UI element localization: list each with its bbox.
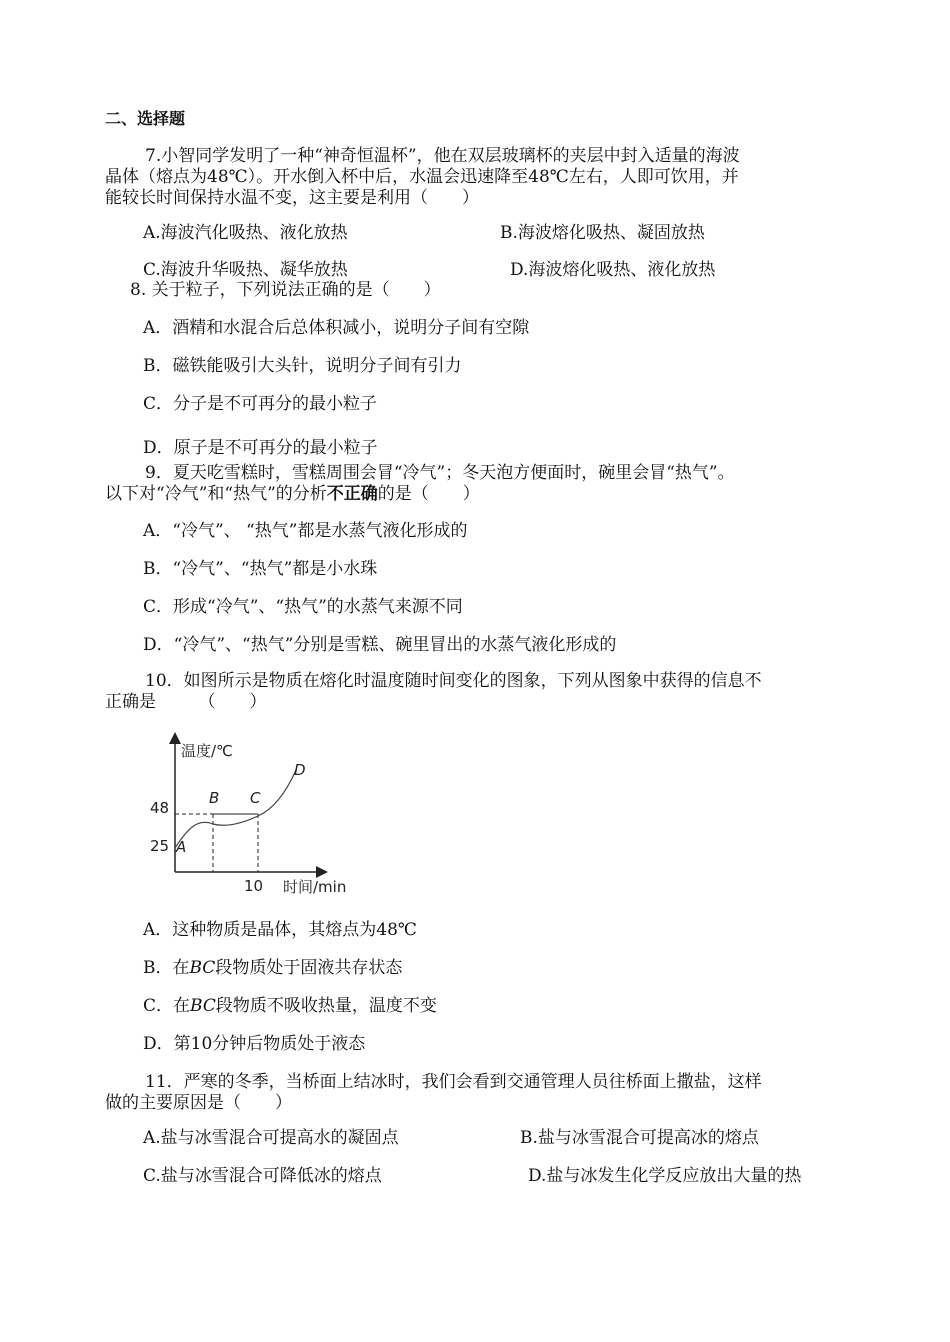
q10-option-b-segment: BC (189, 958, 216, 978)
q9-option-d: D．“冷气”、“热气”分别是雪糕、碗里冒出的水蒸气液化形成的 (143, 635, 617, 655)
point-a-label: A (176, 838, 187, 856)
q8-option-c: C．分子是不可再分的最小粒子 (143, 394, 378, 414)
y-tick-48: 48 (150, 799, 170, 817)
q10-option-d: D．第10分钟后物质处于液态 (143, 1034, 366, 1054)
q9-option-b: B．“冷气”、“热气”都是小水珠 (143, 559, 378, 579)
q8-option-a: A．酒精和水混合后总体积减小，说明分子间有空隙 (143, 318, 530, 338)
x-tick-10: 10 (244, 877, 264, 895)
q7-option-c: C.海波升华吸热、凝华放热 (143, 260, 348, 280)
q11-option-d: D.盐与冰发生化学反应放出大量的热 (528, 1166, 802, 1186)
q9-stem-emphasis: 不正确 (326, 484, 378, 504)
q10-option-c-post: 段物质不吸收热量，温度不变 (215, 996, 437, 1016)
q9-option-c: C．形成“冷气”、“热气”的水蒸气来源不同 (143, 597, 463, 617)
q11-option-b: B.盐与冰雪混合可提高冰的熔点 (520, 1128, 759, 1148)
q11-option-c: C.盐与冰雪混合可降低冰的熔点 (143, 1166, 382, 1186)
q11-option-a: A.盐与冰雪混合可提高水的凝固点 (143, 1128, 399, 1148)
point-d-label: D (294, 761, 306, 779)
q10-option-b-pre: B．在 (143, 958, 190, 978)
q8-option-d: D．原子是不可再分的最小粒子 (143, 438, 378, 458)
point-c-label: C (250, 789, 261, 807)
q9-stem-line2 (105, 483, 480, 505)
q8-stem: 8. 关于粒子，下列说法正确的是（ ） (130, 280, 441, 300)
x-axis-label: 时间/min (283, 878, 347, 896)
q10-option-c (143, 995, 437, 1017)
q10-option-a: A．这种物质是晶体，其熔点为48℃ (143, 920, 417, 940)
melting-curve (175, 770, 296, 848)
q10-stem-line1: 10．如图所示是物质在熔化时温度随时间变化的图象，下列从图象中获得的信息不 (145, 671, 762, 691)
q7-stem-line2: 晶体（熔点为48℃）。开水倒入杯中后，水温会迅速降至48℃左右，人即可饮用，并 (105, 167, 739, 187)
y-tick-25: 25 (150, 837, 170, 855)
q9-stem-line2-pre: 以下对“冷气”和“热气”的分析 (105, 484, 327, 504)
q8-option-b: B．磁铁能吸引大头针，说明分子间有引力 (143, 356, 462, 376)
q11-stem-line1: 11．严寒的冬季，当桥面上结冰时，我们会看到交通管理人员往桥面上撒盐，这样 (145, 1072, 762, 1092)
section-title: 二、选择题 (105, 109, 186, 128)
q10-option-c-pre: C．在 (143, 996, 191, 1016)
q9-stem-line2-post: 的是（ ） (377, 484, 480, 504)
q7-option-a: A.海波汽化吸热、液化放热 (143, 223, 348, 243)
q10-option-c-segment: BC (190, 996, 216, 1016)
y-axis-label: 温度/℃ (181, 742, 233, 760)
melting-graph (140, 730, 380, 905)
q7-option-d: D.海波熔化吸热、液化放热 (510, 260, 716, 280)
q10-stem-line2: 正确是 （ ） (105, 692, 267, 712)
q7-stem-line3: 能较长时间保持水温不变，这主要是利用（ ） (105, 188, 479, 208)
q10-option-b-post: 段物质处于固液共存状态 (215, 958, 403, 978)
point-b-label: B (209, 789, 220, 807)
q10-option-b (143, 957, 402, 979)
q9-option-a: A．“冷气”、 “热气”都是水蒸气液化形成的 (143, 521, 468, 541)
q7-option-b: B.海波熔化吸热、凝固放热 (500, 223, 705, 243)
q9-stem-line1: 9．夏天吃雪糕时，雪糕周围会冒“冷气”；冬天泡方便面时，碗里会冒“热气”。 (145, 463, 735, 483)
q11-stem-line2: 做的主要原因是（ ） (105, 1093, 292, 1113)
q7-stem-line1: 7.小智同学发明了一种“神奇恒温杯”，他在双层玻璃杯的夹层中封入适量的海波 (145, 146, 740, 166)
